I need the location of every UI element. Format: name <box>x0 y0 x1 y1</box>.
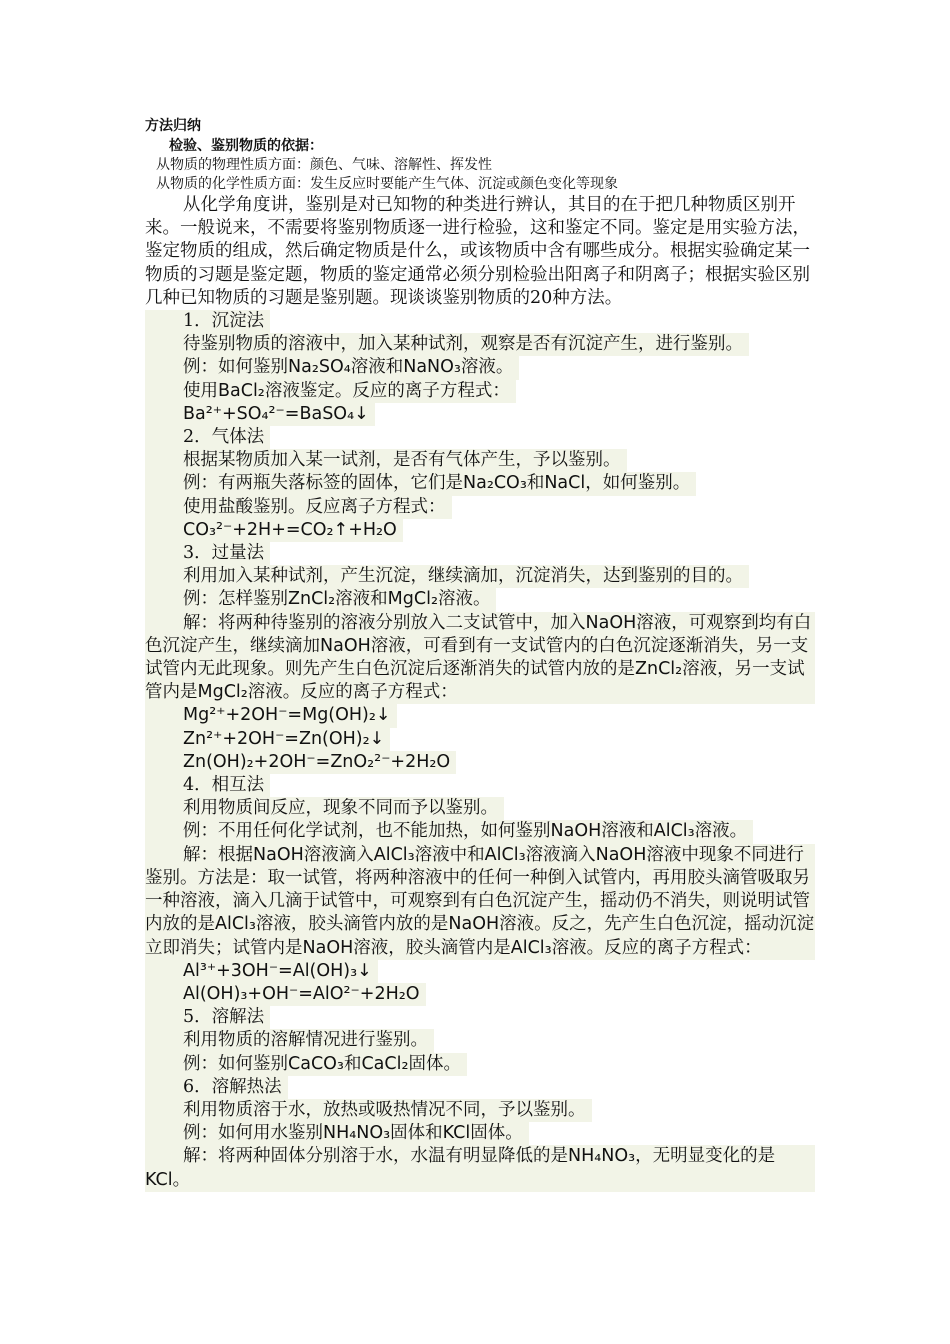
method-6-example: 例：如何用水鉴别NH₄NO₃固体和KCl固体。 <box>145 1122 815 1145</box>
section-subheading: 检验、鉴别物质的依据： <box>169 138 323 154</box>
method-5-title: 5．溶解法 <box>145 1006 815 1029</box>
method-2-title: 2．气体法 <box>145 426 815 449</box>
method-4-equation-2: Al(OH)₃+OH⁻=AlO²⁻+2H₂O <box>145 983 815 1006</box>
method-3-solution: 解：将两种待鉴别的溶液分别放入二支试管中，加入NaOH溶液，可观察到均有白色沉淀产生，继续滴加NaOH溶液，可看到有一支试管内的白色沉淀逐渐消失，另一支试管内无此现象。则先产生白色沉淀后逐渐消失的试管内放的是ZnCl₂溶液，另一支试管内是MgCl₂溶液。反应的离子方程式： <box>145 612 815 705</box>
method-1-equation: Ba²⁺+SO₄²⁻=BaSO₄↓ <box>145 403 815 426</box>
method-3-desc: 利用加入某种试剂，产生沉淀，继续滴加，沉淀消失，达到鉴别的目的。 <box>145 565 815 588</box>
method-2-equation: CO₃²⁻+2H+=CO₂↑+H₂O <box>145 519 815 542</box>
method-6-title: 6．溶解热法 <box>145 1076 815 1099</box>
method-1-example: 例：如何鉴别Na₂SO₄溶液和NaNO₃溶液。 <box>145 356 815 379</box>
intro-paragraph: 从化学角度讲，鉴别是对已知物的种类进行辨认，其目的在于把几种物质区别开来。一般说来，不需要将鉴别物质逐一进行检验，这和鉴定不同。鉴定是用实验方法，鉴定物质的组成，然后确定物质是什么，或该物质中含有哪些成分。根据实验确定某一物质的习题是鉴定题，物质的鉴定通常必须分别检验出阳离子和阴离子；根据实验区别几种已知物质的习题是鉴别题。现谈谈鉴别物质的20种方法。 <box>145 195 810 308</box>
method-3-example: 例：怎样鉴别ZnCl₂溶液和MgCl₂溶液。 <box>145 588 815 611</box>
basis-physical: 从物质的物理性质方面：颜色、气味、溶解性、挥发性 <box>156 157 492 173</box>
method-6-desc: 利用物质溶于水，放热或吸热情况不同，予以鉴别。 <box>145 1099 815 1122</box>
method-3-equation-3: Zn(OH)₂+2OH⁻=ZnO₂²⁻+2H₂O <box>145 751 815 774</box>
method-3-equation-1: Mg²⁺+2OH⁻=Mg(OH)₂↓ <box>145 704 815 727</box>
method-6-solution: 解：将两种固体分别溶于水，水温有明显降低的是NH₄NO₃，无明显变化的是KCl。 <box>145 1145 815 1191</box>
method-2-usage: 使用盐酸鉴别。反应离子方程式： <box>145 496 815 519</box>
basis-chemical: 从物质的化学性质方面：发生反应时要能产生气体、沉淀或颜色变化等现象 <box>156 176 618 192</box>
method-1-title: 1．沉淀法 <box>145 310 815 333</box>
method-4-title: 4．相互法 <box>145 774 815 797</box>
section-heading: 方法归纳 <box>145 118 201 134</box>
method-4-desc: 利用物质间反应，现象不同而予以鉴别。 <box>145 797 815 820</box>
document-body <box>145 116 815 1192</box>
method-1-usage: 使用BaCl₂溶液鉴定。反应的离子方程式： <box>145 380 815 403</box>
method-1-desc: 待鉴别物质的溶液中，加入某种试剂，观察是否有沉淀产生，进行鉴别。 <box>145 333 815 356</box>
method-2-example: 例：有两瓶失落标签的固体，它们是Na₂CO₃和NaCl，如何鉴别。 <box>145 472 815 495</box>
method-4-solution: 解：根据NaOH溶液滴入AlCl₃溶液中和AlCl₃溶液滴入NaOH溶液中现象不同进行鉴别。方法是：取一试管，将两种溶液中的任何一种倒入试管内，再用胶头滴管吸取另一种溶液，滴入几滴于试管中，可观察到有白色沉淀产生，摇动仍不消失，则说明试管内放的是AlCl₃溶液，胶头滴管内放的是NaOH溶液。反之，先产生白色沉淀，摇动沉淀立即消失；试管内是NaOH溶液，胶头滴管内是AlCl₃溶液。反应的离子方程式： <box>145 844 815 960</box>
method-4-example: 例：不用任何化学试剂，也不能加热，如何鉴别NaOH溶液和AlCl₃溶液。 <box>145 820 815 843</box>
method-4-equation-1: Al³⁺+3OH⁻=Al(OH)₃↓ <box>145 960 815 983</box>
method-2-desc: 根据某物质加入某一试剂，是否有气体产生，予以鉴别。 <box>145 449 815 472</box>
method-5-example: 例：如何鉴别CaCO₃和CaCl₂固体。 <box>145 1053 815 1076</box>
method-3-title: 3．过量法 <box>145 542 815 565</box>
method-5-desc: 利用物质的溶解情况进行鉴别。 <box>145 1029 815 1052</box>
method-3-equation-2: Zn²⁺+2OH⁻=Zn(OH)₂↓ <box>145 728 815 751</box>
